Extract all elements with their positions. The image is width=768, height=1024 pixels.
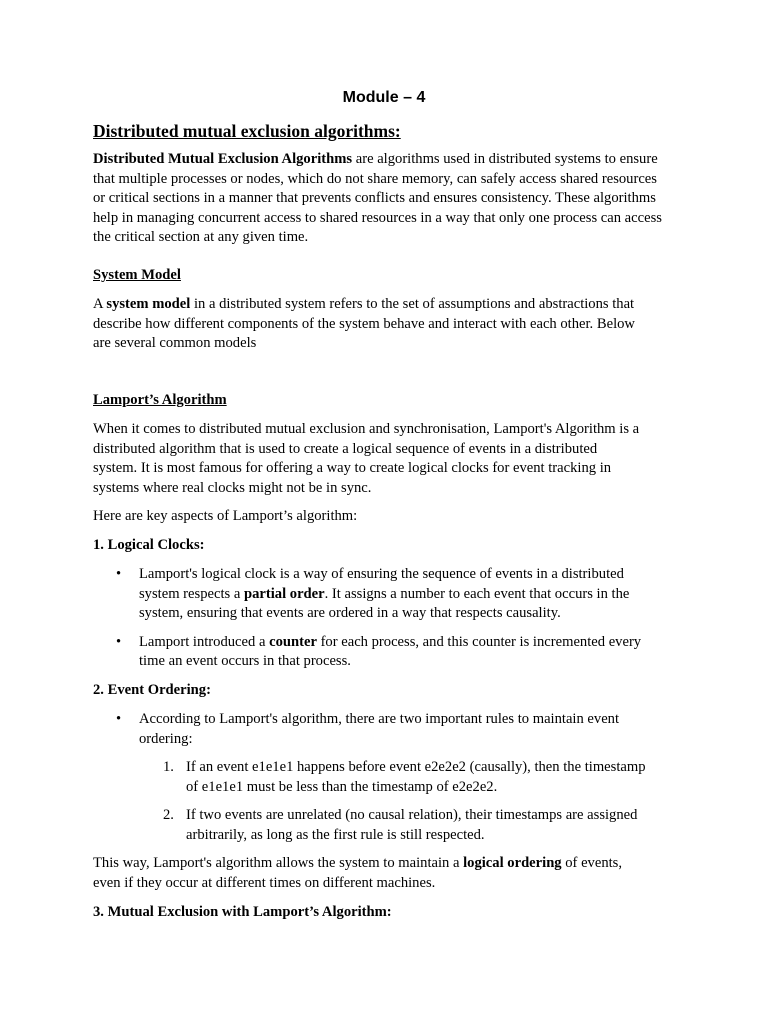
intro-bold-term: Distributed Mutual Exclusion Algorithms: [93, 151, 353, 167]
mutual-exclusion-heading: 3. Mutual Exclusion with Lamport’s Algorithm:: [93, 904, 392, 920]
logical-clocks-list: [93, 565, 678, 681]
list-item: • According to Lamport's algorithm, there are two important rules to maintain event ordering:: [93, 710, 678, 749]
event-ordering-heading: 2. Event Ordering:: [93, 682, 211, 698]
intro-paragraph: Distributed Mutual Exclusion Algorithms are algorithms used in distributed systems to ensure that multiple processes or nodes, which do not share memory, can safely access shared resources or critical sections in a manner that prevents conflicts and ensures consistency. These algorithms help in managing concurrent access to shared resources in a way that only one process can access the critical section at any given time.: [93, 151, 662, 245]
key-aspects-line: Here are key aspects of Lamport’s algorithm:: [93, 508, 358, 524]
list-item: • Lamport introduced a counter for each process, and this counter is incremented every time an event occurs in that process.: [93, 633, 678, 672]
document-heading: Distributed mutual exclusion algorithms:: [93, 121, 401, 141]
conclusion-paragraph: This way, Lamport's algorithm allows the system to maintain a logical ordering of events, even if they occur at different times on different machines.: [93, 855, 622, 891]
event-ordering-rules: [93, 758, 678, 854]
system-model-heading: System Model: [93, 267, 181, 283]
logical-clocks-heading: 1. Logical Clocks:: [93, 537, 205, 553]
module-title: Module – 4: [342, 89, 426, 106]
list-item: 2. If two events are unrelated (no causal relation), their timestamps are assigned arbitrarily, as long as the first rule is still respected.: [163, 807, 638, 843]
lamport-heading: Lamport’s Algorithm: [93, 392, 227, 408]
list-item: • Lamport's logical clock is a way of ensuring the sequence of events in a distributed system respects a partial order. It assigns a number to each event that occurs in the system, ensuring that events are ordered in a way that respects causality.: [93, 565, 678, 624]
event-ordering-list: [93, 710, 678, 758]
lamport-intro-paragraph: When it comes to distributed mutual exclusion and synchronisation, Lamport's Algorithm is a distributed algorithm that is used to create a logical sequence of events in a distributed system. It is most famous for offering a way to create logical clocks for event tracking in systems where real clocks might not be in sync.: [93, 421, 640, 496]
system-model-paragraph: A system model in a distributed system refers to the set of assumptions and abstractions that describe how different components of the system behave and interact with each other. Below are several common models: [93, 296, 635, 351]
list-item: 1. If an event e1e1e1 happens before event e2e2e2 (causally), then the timestamp of e1e1e1 must be less than the timestamp of e2e2e2.: [163, 759, 646, 795]
